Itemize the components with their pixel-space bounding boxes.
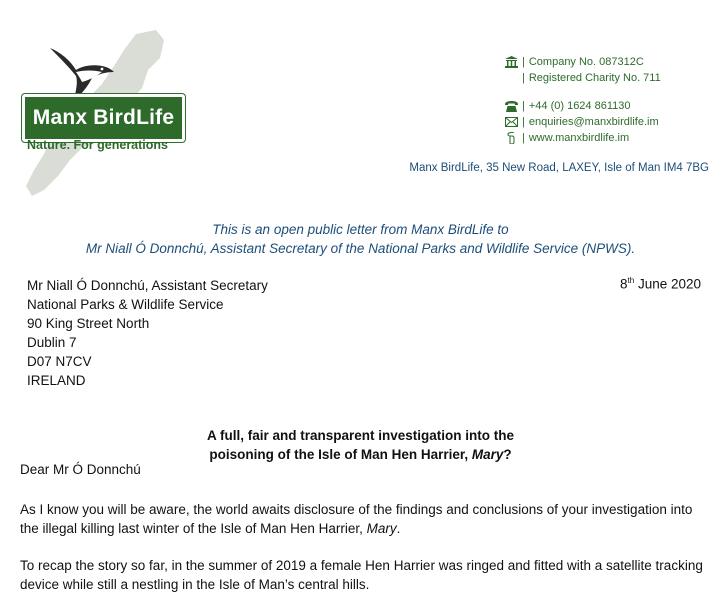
recipient-line: Mr Niall Ó Donnchú, Assistant Secretary <box>27 278 268 293</box>
separator: | <box>522 116 525 128</box>
open-letter-intro <box>0 220 721 258</box>
recipient-line: National Parks & Wildlife Service <box>27 297 224 312</box>
phone-row <box>500 98 661 114</box>
recipient-line: D07 N7CV <box>27 354 92 369</box>
recipient-address <box>27 276 268 390</box>
phone-number: +44 (0) 1624 861130 <box>528 100 631 112</box>
separator: | <box>522 100 525 112</box>
charity-number: Registered Charity No. 711 <box>528 72 661 84</box>
letter-subject <box>0 426 721 464</box>
website-link[interactable]: www.manxbirdlife.im <box>528 132 630 144</box>
logo-wordmark: Manx BirdLife <box>22 94 185 142</box>
phone-icon <box>500 101 522 112</box>
intro-line: This is an open public letter from Manx BirdLife to <box>212 222 509 237</box>
contact-block <box>500 54 661 146</box>
postal-address: Manx BirdLife, 35 New Road, LAXEY, Isle of Man IM4 7BG <box>409 162 709 174</box>
logo-tagline: Nature. For generations <box>27 138 168 152</box>
subject-line: A full, fair and transparent investigation into the <box>206 428 515 443</box>
company-number: Company No. 087312C <box>528 56 644 68</box>
email-link[interactable]: enquiries@manxbirdlife.im <box>528 116 659 128</box>
body-paragraph: To recap the story so far, in the summer of 2019 a female Hen Harrier was ringed and fitted with a satellite tracking device while still a nestling in the Isle of Man’s central hills. <box>20 558 703 592</box>
recipient-line: IRELAND <box>27 373 86 388</box>
building-icon <box>500 56 522 68</box>
shearwater-bird-icon <box>46 42 116 102</box>
recipient-line: Dublin 7 <box>27 335 77 350</box>
separator: | <box>522 72 525 84</box>
recipient-line: 90 King Street North <box>27 316 150 331</box>
salutation: Dear Mr Ó Donnchú <box>20 462 141 477</box>
envelope-icon <box>500 117 522 127</box>
manx-birdlife-logo <box>18 30 208 200</box>
subject-line: poisoning of the Isle of Man Hen Harrier, Mary? <box>209 447 512 462</box>
charity-row <box>500 70 661 86</box>
separator: | <box>522 56 525 68</box>
email-row[interactable] <box>500 114 661 130</box>
company-row <box>500 54 661 70</box>
separator: | <box>522 132 525 144</box>
letter-date: 8th June 2020 <box>620 276 701 292</box>
website-row[interactable] <box>500 130 661 146</box>
body-paragraph: As I know you will be aware, the world awaits disclosure of the findings and conclusions of your investigation into the illegal killing last winter of the Isle of Man Hen Harrier, Mary. <box>20 502 693 536</box>
intro-line: Mr Niall Ó Donnchú, Assistant Secretary of the National Parks and Wildlife Service (NPWS). <box>85 241 636 256</box>
mouse-icon <box>500 132 522 144</box>
